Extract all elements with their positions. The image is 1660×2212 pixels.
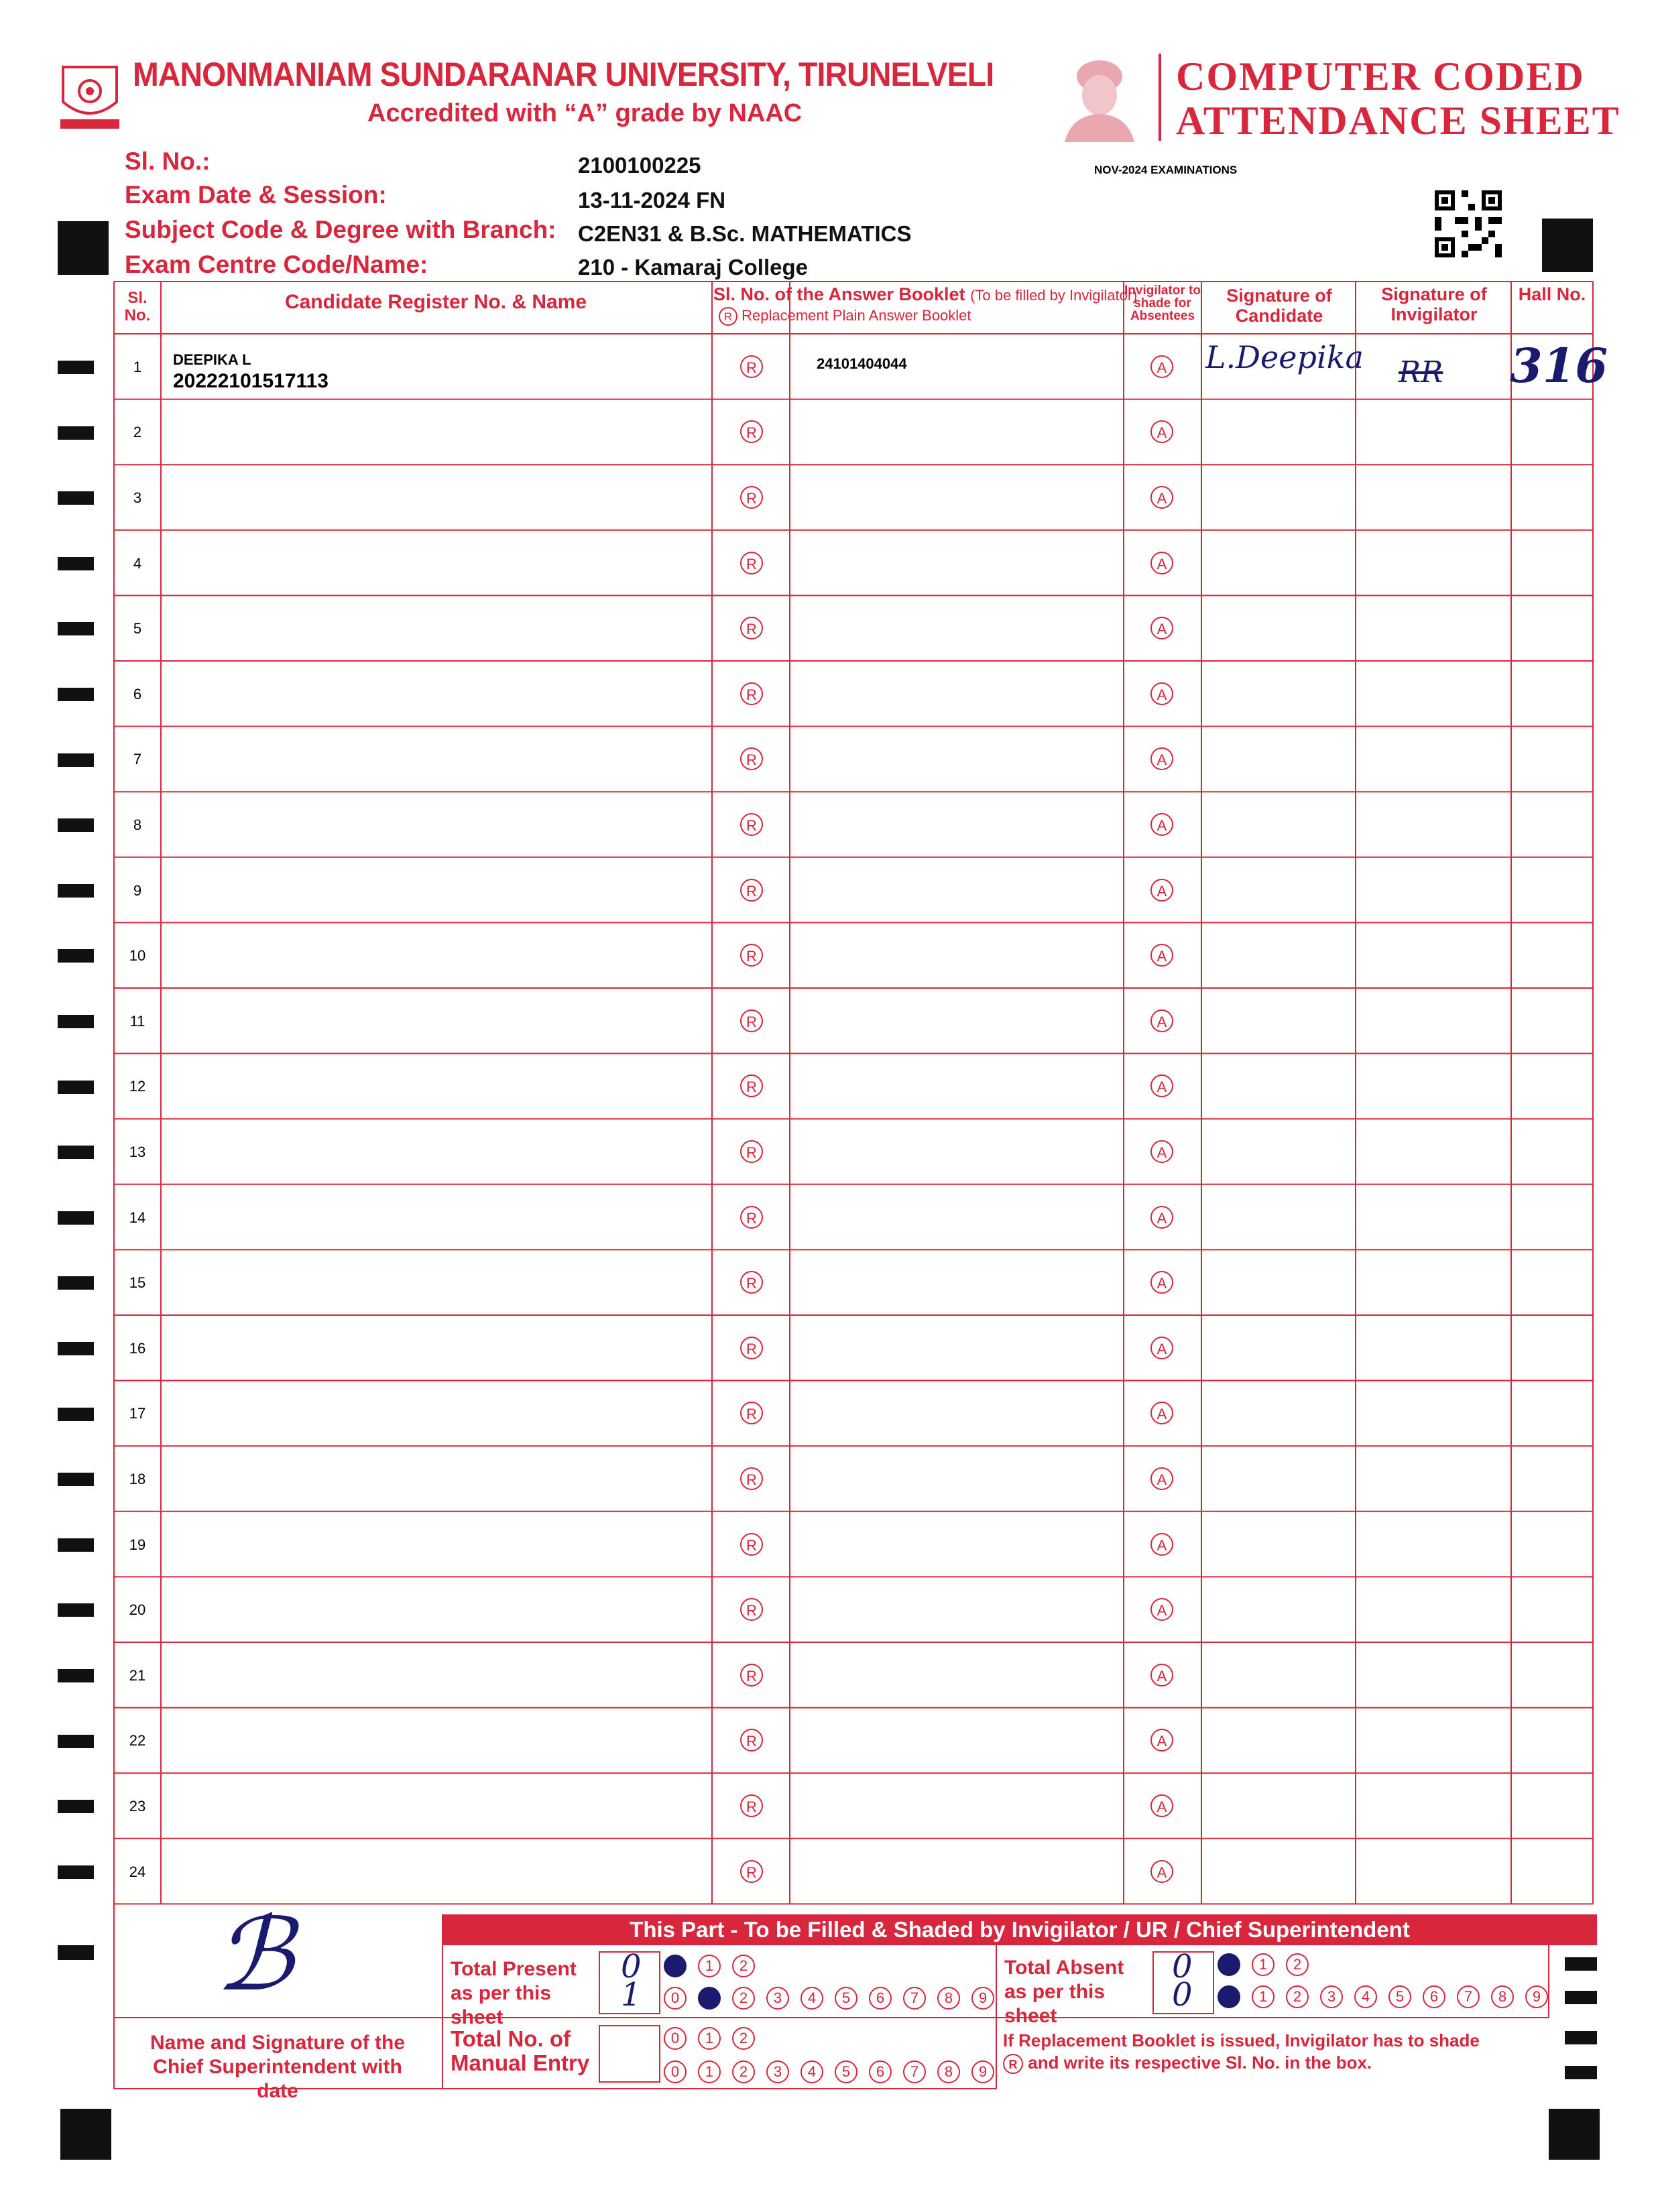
replacement-bubble[interactable]: R [740,813,763,836]
row-number: 9 [133,881,142,899]
row-number: 20 [129,1601,146,1619]
col-booklet-sub-text: Replacement Plain Answer Booklet [742,307,971,324]
absent-bubble[interactable]: A [1150,1140,1173,1163]
digit-bubble[interactable]: 2 [732,1955,755,1977]
digit-bubble[interactable]: 3 [1320,1985,1343,2008]
digit-bubble[interactable]: 1 [698,2061,721,2083]
row-number: 18 [129,1471,146,1487]
digit-bubble[interactable]: 6 [869,1987,892,2010]
absent-bubbles-bottom[interactable] [1218,1985,1559,2008]
digit-bubble[interactable]: 0 [664,2061,687,2083]
candidate-signature: L.Deepika [1205,339,1364,375]
row-number: 14 [129,1209,146,1226]
replacement-bubble[interactable]: R [740,747,763,770]
replacement-bubble[interactable]: R [740,355,763,378]
total-present-label: Total Present as per this sheet [451,1958,577,2028]
row-number: 2 [133,424,142,441]
row-number: 13 [129,1144,146,1160]
absent-bubble[interactable]: A [1150,355,1173,378]
replacement-bubble[interactable]: R [740,1402,763,1424]
digit-bubble[interactable]: 4 [801,1987,823,2010]
row-number: 5 [133,620,142,637]
replacement-bubble[interactable]: R [740,1794,763,1817]
absent-bubble[interactable]: A [1150,944,1173,967]
row-number: 17 [129,1405,146,1422]
digit-bubble[interactable]: 4 [1354,1985,1377,2008]
absent-bubble[interactable]: A [1150,1729,1173,1752]
digit-bubble[interactable]: 2 [1286,1953,1309,1976]
digit-bubble[interactable]: 2 [732,1987,755,2010]
row-number: 19 [129,1536,146,1553]
booklet-number: 24101404044 [817,355,907,372]
manual-bubbles-top[interactable] [664,2027,766,2050]
digit-bubble[interactable]: 1 [698,2027,721,2050]
manual-bubbles-bottom[interactable] [664,2061,1006,2083]
absent-bubble[interactable]: A [1150,1467,1173,1490]
total-present-digit-1: 0 [621,1948,642,1985]
absent-bubble[interactable]: A [1150,813,1173,836]
replacement-bubble[interactable]: R [740,879,763,902]
present-bubbles-bottom[interactable] [664,1987,1006,2010]
absent-bubble[interactable]: A [1150,1074,1173,1097]
exam-date-value: 13-11-2024 FN [578,188,726,212]
col-hall-header: Hall No. [1518,284,1586,304]
total-absent-label: Total Absent as per this sheet [1004,1957,1124,2027]
exam-date-label: Exam Date & Session: [125,181,387,208]
digit-bubble[interactable]: 6 [869,2061,892,2083]
digit-bubble[interactable]: 5 [1388,1985,1411,2008]
row-number: 3 [133,489,142,506]
absent-bubble[interactable]: A [1150,1337,1173,1359]
absent-bubble[interactable]: A [1150,1860,1173,1883]
row-number: 12 [129,1078,146,1095]
replacement-bubble[interactable]: R [740,1009,763,1032]
digit-bubble[interactable]: 1 [698,1955,721,1977]
absent-bubble[interactable]: A [1150,1402,1173,1424]
digit-bubble[interactable]: 7 [903,2061,926,2083]
absent-bubble[interactable]: A [1150,1598,1173,1621]
replacement-bubble[interactable]: R [740,1533,763,1556]
row-number: 10 [129,947,146,965]
col-booklet-sub [719,307,971,326]
hall-number: 316 [1510,338,1608,393]
subject-value: C2EN31 & B.Sc. MATHEMATICS [578,221,912,246]
digit-bubble[interactable]: 0 [664,1987,687,2010]
absent-bubble[interactable]: A [1150,1206,1173,1229]
col-sig-candidate-header: Signature of Candidate [1226,286,1332,326]
absent-bubble[interactable]: A [1150,1009,1173,1032]
col-sl-header: Sl. No. [124,289,151,324]
col-sig-invig-header: Signature of Invigilator [1381,284,1487,324]
replacement-bubble[interactable]: R [740,1271,763,1294]
row-number: 16 [129,1339,146,1357]
col-booklet-title: Sl. No. of the Answer Booklet [713,284,965,304]
row-number: 24 [129,1863,146,1880]
digit-bubble[interactable]: 9 [971,1987,994,2010]
replacement-bubble[interactable]: R [740,1206,763,1229]
digit-bubble[interactable]: 2 [1286,1985,1309,2008]
replacement-bubble[interactable]: R [740,682,763,705]
digit-bubble[interactable]: 4 [801,2061,823,2083]
manual-entry-label: Total No. of Manual Entry [451,2026,590,2075]
exam-name: NOV-2024 EXAMINATIONS [1094,164,1238,176]
digit-bubble[interactable]: 0 [1218,1953,1240,1976]
sl-no-label: Sl. No.: [125,147,211,175]
col-booklet-header [713,284,1138,306]
digit-bubble[interactable]: 8 [937,2061,960,2083]
row-number: 22 [129,1732,146,1749]
digit-bubble[interactable]: 8 [1491,1985,1514,2008]
absent-bubble[interactable]: A [1150,879,1173,902]
digit-bubble[interactable]: 0 [664,1955,687,1977]
absent-bubble[interactable]: A [1150,747,1173,770]
digit-bubble[interactable]: 9 [1525,1985,1548,2008]
absent-bubbles-top[interactable] [1218,1953,1320,1976]
subject-label: Subject Code & Degree with Branch: [125,216,556,243]
replacement-bubble[interactable]: R [740,1140,763,1163]
absent-bubble[interactable]: A [1150,682,1173,705]
absent-bubble[interactable]: A [1150,420,1173,443]
row-number: 8 [133,816,142,833]
row-number: 23 [129,1798,146,1815]
replacement-note: If Replacement Booklet is issued, Invigilator has to shade [1003,2030,1480,2050]
replacement-bubble[interactable]: R [740,617,763,639]
replacement-symbol-note: R [1003,2054,1023,2074]
digit-bubble[interactable]: 0 [1218,1985,1240,2008]
replacement-bubble[interactable]: R [740,1729,763,1752]
digit-bubble[interactable]: 6 [1423,1985,1445,2008]
digit-bubble[interactable]: 0 [664,2027,687,2050]
replacement-bubble[interactable]: R [740,944,763,967]
digit-bubble[interactable]: 5 [835,2061,857,2083]
absent-bubble[interactable]: A [1150,1271,1173,1294]
digit-bubble[interactable]: 7 [903,1987,926,2010]
digit-bubble[interactable]: 1 [698,1987,721,2010]
total-absent-digit-2: 0 [1172,1976,1193,2014]
digit-bubble[interactable]: 2 [732,2027,755,2050]
accreditation-text: Accredited with “A” grade by NAAC [367,99,803,127]
centre-label: Exam Centre Code/Name: [125,251,428,278]
digit-bubble[interactable]: 7 [1457,1985,1480,2008]
col-invig-shade-header: Invigilator to shade for Absentees [1124,284,1201,323]
digit-bubble[interactable]: 3 [766,2061,789,2083]
replacement-bubble[interactable]: R [740,1337,763,1359]
total-absent-digit-1: 0 [1172,1948,1193,1985]
row-number: 6 [133,685,142,702]
digit-bubble[interactable]: 8 [937,1987,960,2010]
replacement-bubble[interactable]: R [740,552,763,574]
digit-bubble[interactable]: 1 [1252,1985,1274,2008]
replacement-bubble[interactable]: R [740,1467,763,1490]
candidate-regno: 20222101517113 [173,370,329,392]
chief-signature: ℬ [215,1897,294,2014]
sheet-title-line2: ATTENDANCE SHEET [1176,99,1620,143]
invigilator-signature: RR [1399,355,1443,389]
university-name: MANONMANIAM SUNDARANAR UNIVERSITY, TIRUNELVELI [133,56,994,93]
col-booklet-note: (To be filled by Invigilator) [970,287,1138,304]
digit-bubble[interactable]: 1 [1252,1953,1274,1976]
replacement-bubble[interactable]: R [740,1074,763,1097]
replacement-bubble[interactable]: R [740,1598,763,1621]
absent-bubble[interactable]: A [1150,1533,1173,1556]
digit-bubble[interactable]: 5 [835,1987,857,2010]
digit-bubble[interactable]: 9 [971,2061,994,2083]
row-number: 4 [133,554,142,572]
part-header: This Part - To be Filled & Shaded by Invigilator / UR / Chief Superintendent [442,1914,1597,1945]
sl-no-value: 2100100225 [578,153,701,178]
row-number: 15 [129,1274,146,1292]
row-number: 1 [133,358,142,375]
col-candidate-header: Candidate Register No. & Name [284,291,587,313]
sheet-title-line1: COMPUTER CODED [1176,54,1585,99]
absent-bubble[interactable]: A [1150,1664,1173,1686]
total-present-digit-2: 1 [621,1976,642,2014]
candidate-name: DEEPIKA L [173,351,251,368]
replacement-bubble[interactable]: R [740,486,763,509]
centre-value: 210 - Kamaraj College [578,255,808,280]
absent-bubble[interactable]: A [1150,617,1173,639]
row-number: 21 [129,1666,146,1684]
replacement-bubble[interactable]: R [740,420,763,443]
present-bubbles-top[interactable] [664,1955,766,1977]
absent-bubble[interactable]: A [1150,552,1173,574]
replacement-note-line2 [1003,2052,1372,2074]
chief-superintendent-label: Name and Signature of the Chief Superintendent with date [150,2032,406,2102]
replacement-bubble[interactable]: R [740,1860,763,1883]
row-number: 11 [129,1012,145,1030]
replacement-bubble[interactable]: R [740,1664,763,1686]
absent-bubble[interactable]: A [1150,1794,1173,1817]
digit-bubble[interactable]: 3 [766,1987,789,2010]
row-number: 7 [133,751,142,768]
absent-bubble[interactable]: A [1150,486,1173,509]
digit-bubble[interactable]: 2 [732,2061,755,2083]
replacement-note-text2: and write its respective Sl. No. in the box. [1028,2052,1372,2073]
replacement-symbol: R [719,307,737,326]
